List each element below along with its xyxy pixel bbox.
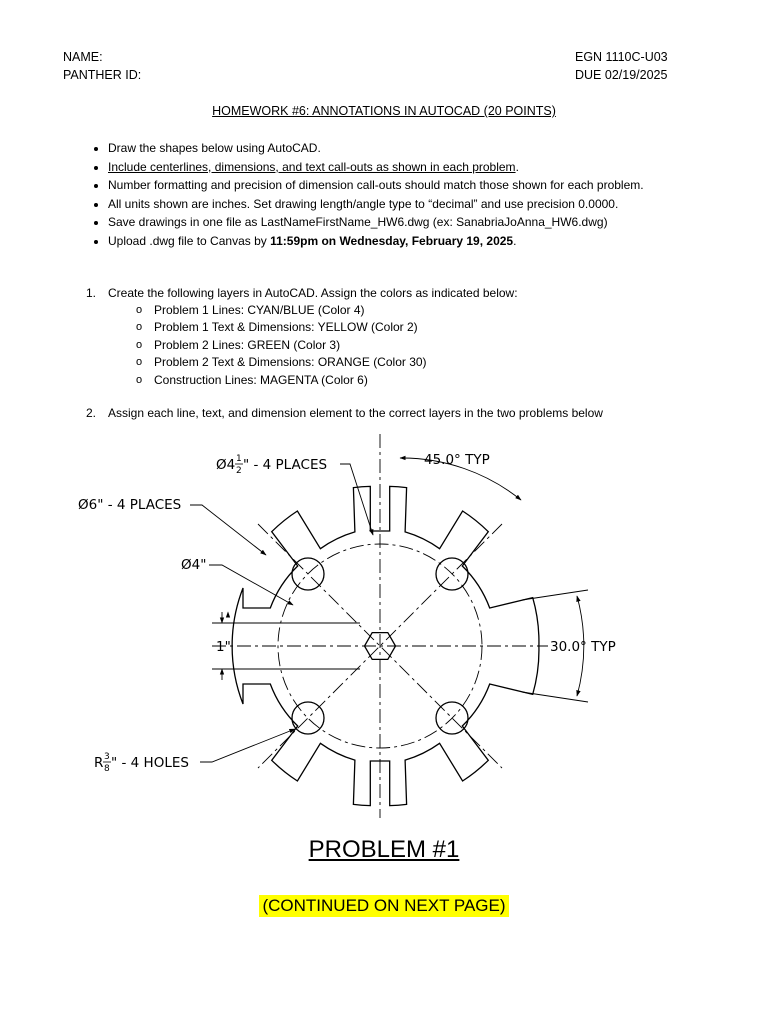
instruction-text: Include centerlines, dimensions, and text call-outs as shown in each problem xyxy=(108,159,516,174)
callout-bolt-den: 2 xyxy=(236,466,242,476)
instruction-text: Upload .dwg file to Canvas by xyxy=(108,233,271,248)
leader-slots xyxy=(190,505,266,555)
layer-item: o Problem 2 Lines: GREEN (Color 3) xyxy=(136,337,427,354)
hole xyxy=(292,702,324,734)
callout-bolt-suffix: " - 4 PLACES xyxy=(243,457,328,473)
callout-holes-prefix: R xyxy=(94,755,104,771)
deadline-text: 11:59pm on Wednesday, February 19, 2025 xyxy=(270,233,514,248)
callout-holes xyxy=(94,752,189,774)
homework-title: HOMEWORK #6: ANNOTATIONS IN AUTOCAD (20 POINTS) xyxy=(212,104,556,118)
panther-id-label: PANTHER ID: xyxy=(63,68,142,82)
instruction-text: Save drawings in one file as LastNameFirstName_HW6.dwg (ex: SanabriaJoAnna_HW6.dwg) xyxy=(108,215,608,230)
instruction-punct: . xyxy=(513,233,517,248)
callout-width: 1" xyxy=(216,639,231,655)
callout-bolt xyxy=(216,454,327,476)
problem-label: PROBLEM #1 xyxy=(308,836,460,863)
continued-note-wrap xyxy=(0,895,768,917)
callout-angle-right: 30.0° TYP xyxy=(550,639,616,655)
layer-item: o Problem 1 Text & Dimensions: YELLOW (Color 2) xyxy=(136,319,427,336)
centerlines xyxy=(212,434,548,818)
continued-note: (CONTINUED ON NEXT PAGE) xyxy=(259,895,508,917)
due-date: DUE 02/19/2025 xyxy=(575,68,668,82)
name-label: NAME: xyxy=(63,50,103,64)
callout-holes-den: 8 xyxy=(104,764,110,774)
callout-slots: Ø6" - 4 PLACES xyxy=(78,497,182,513)
step-number: 2. xyxy=(86,406,97,420)
callout-angle-top: 45.0° TYP xyxy=(424,452,490,468)
leader-bolt xyxy=(340,464,373,535)
instruction-punct: . xyxy=(515,159,519,174)
leader-circle xyxy=(209,565,293,605)
layer-item: o Construction Lines: MAGENTA (Color 6) xyxy=(136,372,427,389)
layer-item: o Problem 1 Lines: CYAN/BLUE (Color 4) xyxy=(136,302,427,319)
step-number: 1. xyxy=(86,286,97,300)
instruction-text: All units shown are inches. Set drawing length/angle type to “decimal” and use precision 0.0000. xyxy=(108,196,619,211)
callout-bolt-prefix: Ø4 xyxy=(216,457,236,473)
dimension-lines xyxy=(190,458,588,762)
callout-holes-num: 3 xyxy=(104,752,110,762)
step-text: Create the following layers in AutoCAD. Assign the colors as indicated below: xyxy=(108,286,518,300)
step-text: Assign each line, text, and dimension element to the correct layers in the two problems below xyxy=(108,406,603,420)
course-code: EGN 1110C-U03 xyxy=(575,50,668,64)
instruction-text: Draw the shapes below using AutoCAD. xyxy=(108,141,321,155)
callout-circle: Ø4" xyxy=(181,557,207,573)
layer-item: o Problem 2 Text & Dimensions: ORANGE (Color 30) xyxy=(136,354,427,371)
instruction-text: Number formatting and precision of dimension call-outs should match those shown for each problem. xyxy=(108,178,644,193)
callout-holes-suffix: " - 4 HOLES xyxy=(111,755,189,771)
callout-bolt-num: 1 xyxy=(236,454,242,464)
